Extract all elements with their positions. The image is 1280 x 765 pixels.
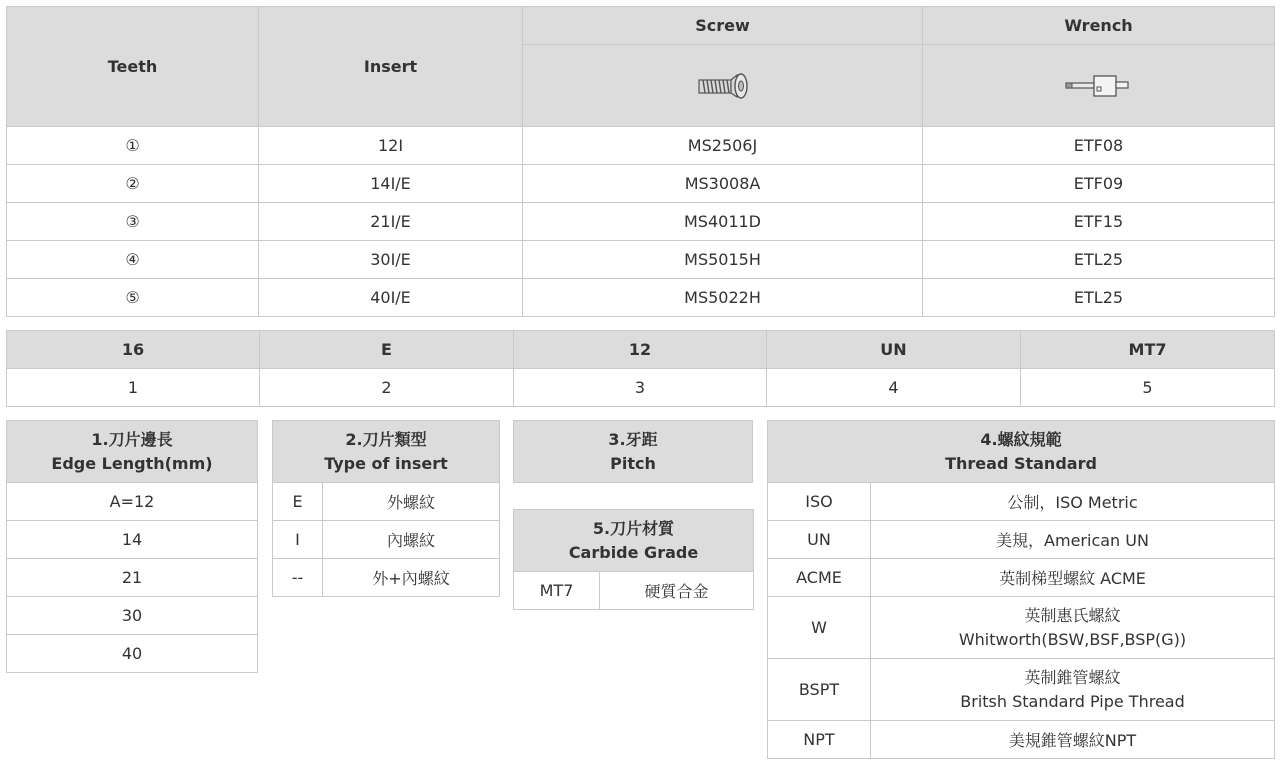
table-row [768,521,1275,559]
table-row [514,572,754,610]
code-cell: MT7 [1021,331,1275,369]
thread-code-cell: W [768,597,871,659]
thread-standard-title-en: Thread Standard [945,453,1097,473]
screw-cell: MS4011D [523,203,923,241]
insert-cell: 40I/E [259,279,523,317]
teeth-cell: ⑤ [7,279,259,317]
type-code-cell: I [273,521,323,559]
table-row [273,559,500,597]
type-desc-cell: 內螺紋 [323,521,500,559]
position-cell: 2 [260,369,514,407]
table-row [273,521,500,559]
screw-image-cell [523,45,923,127]
position-cell: 3 [514,369,767,407]
code-cell: E [260,331,514,369]
thread-desc-line2: Whitworth(BSW,BSF,BSP(G)) [958,629,1187,649]
teeth-cell: ④ [7,241,259,279]
insert-type-header [273,421,500,483]
thread-desc-cell: 英制梯型螺紋 ACME [871,559,1275,597]
carbide-grade-header [514,510,754,572]
insert-cell: 30I/E [259,241,523,279]
position-cell: 1 [7,369,260,407]
insert-cell: 14I/E [259,165,523,203]
wrench-cell: ETF08 [923,127,1275,165]
insert-type-table [272,420,500,597]
pitch-header [514,421,753,483]
thread-desc-cell [871,659,1275,721]
thread-code-cell: ACME [768,559,871,597]
edge-length-table [6,420,258,673]
table-row [7,241,1275,279]
thread-standard-header [768,421,1275,483]
thread-standard-table [767,420,1275,759]
insert-cell: 12I [259,127,523,165]
carbide-grade-table [513,509,754,610]
edge-length-title-cn: 1.刀片邊長 [91,429,173,449]
thread-code-cell: UN [768,521,871,559]
code-cell: 12 [514,331,767,369]
wrench-cell: ETF09 [923,165,1275,203]
list-item: 14 [7,521,258,559]
thread-desc-cell: 公制，ISO Metric [871,483,1275,521]
table-row [768,721,1275,759]
type-desc-cell: 外螺紋 [323,483,500,521]
insert-header: Insert [259,7,523,127]
insert-cell: 21I/E [259,203,523,241]
list-item: 30 [7,597,258,635]
code-cell: UN [767,331,1021,369]
insert-type-title-en: Type of insert [324,453,448,473]
wrench-header: Wrench [923,7,1275,45]
carbide-grade-title-en: Carbide Grade [568,542,699,562]
wrench-image-cell [923,45,1275,127]
wrench-icon [1064,71,1134,101]
insert-type-title-cn: 2.刀片類型 [345,429,427,449]
carbide-grade-title-cn: 5.刀片材質 [592,518,675,538]
tool-parts-table [6,6,1275,317]
screw-cell: MS2506J [523,127,923,165]
table-row [768,559,1275,597]
thread-code-cell: ISO [768,483,871,521]
thread-desc-cell [871,597,1275,659]
table-row [7,165,1275,203]
screw-cell: MS5015H [523,241,923,279]
thread-standard-title-cn: 4.螺紋規範 [980,429,1062,449]
type-code-cell: -- [273,559,323,597]
wrench-cell: ETF15 [923,203,1275,241]
teeth-header: Teeth [7,7,259,127]
table-row [768,483,1275,521]
position-cell: 5 [1021,369,1275,407]
ordering-code-table [6,330,1275,407]
screw-header: Screw [523,7,923,45]
thread-code-cell: BSPT [768,659,871,721]
table-row [768,659,1275,721]
code-cell: 16 [7,331,260,369]
screw-cell: MS5022H [523,279,923,317]
list-item: 40 [7,635,258,673]
list-item: 21 [7,559,258,597]
teeth-cell: ① [7,127,259,165]
position-cell: 4 [767,369,1021,407]
type-code-cell: E [273,483,323,521]
thread-desc-line1: 英制錐管螺紋 [1024,667,1121,687]
teeth-cell: ② [7,165,259,203]
thread-desc-cell: 美規，American UN [871,521,1275,559]
grade-desc-cell: 硬質合金 [600,572,754,610]
wrench-cell: ETL25 [923,241,1275,279]
wrench-cell: ETL25 [923,279,1275,317]
list-item: A=12 [7,483,258,521]
screw-icon [695,69,751,103]
pitch-title-cn: 3.牙距 [608,429,658,449]
pitch-table [513,420,753,483]
teeth-cell: ③ [7,203,259,241]
table-row [768,597,1275,659]
type-desc-cell: 外+內螺紋 [323,559,500,597]
edge-length-header [7,421,258,483]
table-row [7,279,1275,317]
grade-code-cell: MT7 [514,572,600,610]
thread-code-cell: NPT [768,721,871,759]
edge-length-title-en: Edge Length(mm) [51,453,213,473]
thread-desc-line2: Britsh Standard Pipe Thread [960,691,1185,711]
table-row [273,483,500,521]
thread-desc-line1: 英制惠氏螺紋 [1024,605,1121,625]
thread-desc-cell: 美規錐管螺紋NPT [871,721,1275,759]
table-row [7,203,1275,241]
pitch-title-en: Pitch [610,453,656,473]
screw-cell: MS3008A [523,165,923,203]
table-row [7,127,1275,165]
